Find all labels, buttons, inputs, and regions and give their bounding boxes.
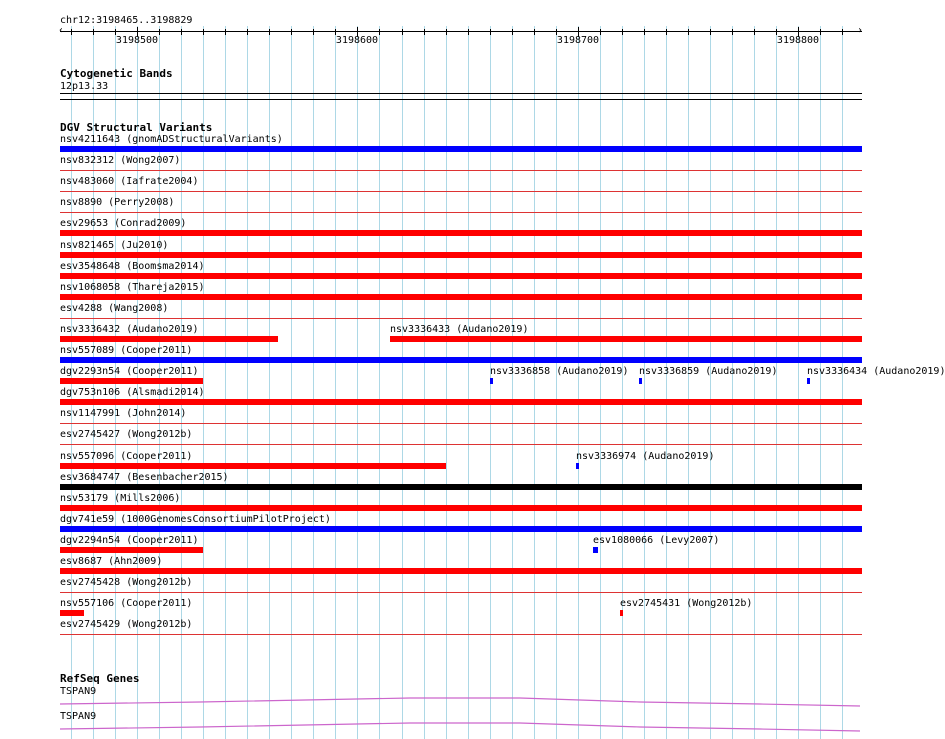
variant-bar[interactable] <box>639 378 642 384</box>
gene-label[interactable]: TSPAN9 <box>60 686 97 697</box>
ruler-minor-tick <box>468 29 469 35</box>
variant-label[interactable]: nsv1068058 (Thareja2015) <box>60 282 205 293</box>
ruler-minor-tick <box>842 29 843 35</box>
variant-label[interactable]: nsv557089 (Cooper2011) <box>60 345 193 356</box>
ruler-minor-tick <box>159 29 160 35</box>
ruler-minor-tick <box>820 29 821 35</box>
variant-bar[interactable] <box>593 547 598 553</box>
variant-label[interactable]: dgv741e59 (1000GenomesConsortiumPilotProject) <box>60 514 331 525</box>
ruler-tick-label: 3198600 <box>335 35 379 46</box>
variant-bar[interactable] <box>490 378 493 384</box>
variant-label[interactable]: esv2745431 (Wong2012b) <box>620 598 753 609</box>
ruler-minor-tick <box>622 29 623 35</box>
ruler-minor-tick <box>225 29 226 35</box>
variant-label[interactable]: esv3684747 (Besenbacher2015) <box>60 472 229 483</box>
gene-label[interactable]: TSPAN9 <box>60 711 97 722</box>
ruler-minor-tick <box>688 29 689 35</box>
variant-label[interactable]: nsv3336974 (Audano2019) <box>576 451 715 462</box>
variant-label[interactable]: nsv53179 (Mills2006) <box>60 493 181 504</box>
cytoband-band-top[interactable] <box>60 93 862 94</box>
cytoband-band-bottom <box>60 99 862 100</box>
variant-bar[interactable] <box>60 547 203 553</box>
ruler-tick-label: 3198800 <box>776 35 820 46</box>
ruler-minor-tick <box>181 29 182 35</box>
variant-bar[interactable] <box>60 610 84 616</box>
ruler-minor-tick <box>71 29 72 35</box>
variant-bar[interactable] <box>60 273 862 279</box>
variant-row-line <box>60 170 862 171</box>
ruler-minor-tick <box>379 29 380 35</box>
variant-bar[interactable] <box>60 505 862 511</box>
ruler-right-arrow-icon: › <box>857 25 864 36</box>
ruler-minor-tick <box>534 29 535 35</box>
variant-label[interactable]: esv1080066 (Levy2007) <box>593 535 720 546</box>
refseq-track-title: RefSeq Genes <box>60 672 140 685</box>
ruler-minor-tick <box>600 29 601 35</box>
ruler-minor-tick <box>269 29 270 35</box>
ruler-minor-tick <box>424 29 425 35</box>
ruler-minor-tick <box>754 29 755 35</box>
cytoband-label: 12p13.33 <box>60 81 109 92</box>
variant-row-line <box>60 592 862 593</box>
variant-label[interactable]: nsv1147991 (John2014) <box>60 408 187 419</box>
variant-row-line <box>60 212 862 213</box>
variant-label[interactable]: esv4288 (Wang2008) <box>60 303 169 314</box>
variant-row-line <box>60 191 862 192</box>
variant-bar[interactable] <box>60 463 446 469</box>
variant-label[interactable]: esv2745427 (Wong2012b) <box>60 429 193 440</box>
variant-bar[interactable] <box>60 336 278 342</box>
variant-label[interactable]: esv8687 (Ahn2009) <box>60 556 163 567</box>
variant-label[interactable]: dgv753n106 (Alsmadi2014) <box>60 387 205 398</box>
ruler-minor-tick <box>732 29 733 35</box>
variant-label[interactable]: nsv4211643 (gnomADStructuralVariants) <box>60 134 283 145</box>
ruler-minor-tick <box>402 29 403 35</box>
variant-row-line <box>60 423 862 424</box>
variant-label[interactable]: nsv557106 (Cooper2011) <box>60 598 193 609</box>
variant-label[interactable]: nsv557096 (Cooper2011) <box>60 451 193 462</box>
ruler-minor-tick <box>446 29 447 35</box>
locus-label: chr12:3198465..3198829 <box>60 15 193 26</box>
variant-label[interactable]: nsv483060 (Iafrate2004) <box>60 176 199 187</box>
variant-row-line <box>60 318 862 319</box>
ruler-minor-tick <box>710 29 711 35</box>
ruler-minor-tick <box>247 29 248 35</box>
ruler-minor-tick <box>93 29 94 35</box>
ruler-minor-tick <box>666 29 667 35</box>
variant-bar[interactable] <box>60 568 862 574</box>
ruler-minor-tick <box>512 29 513 35</box>
ruler-minor-tick <box>291 29 292 35</box>
variant-row-line <box>60 444 862 445</box>
ruler-tick-label: 3198700 <box>556 35 600 46</box>
variant-label[interactable]: esv3548648 (Boomsma2014) <box>60 261 205 272</box>
variant-label[interactable]: nsv832312 (Wong2007) <box>60 155 181 166</box>
variant-bar[interactable] <box>576 463 579 469</box>
ruler-minor-tick <box>203 29 204 35</box>
variant-bar[interactable] <box>390 336 862 342</box>
variant-bar[interactable] <box>60 230 862 236</box>
variant-label[interactable]: nsv3336432 (Audano2019) <box>60 324 199 335</box>
variant-bar[interactable] <box>60 484 862 490</box>
variant-label[interactable]: nsv3336859 (Audano2019) <box>639 366 778 377</box>
variant-bar[interactable] <box>60 378 203 384</box>
ruler-left-arrow-icon: ‹ <box>58 25 65 36</box>
variant-bar[interactable] <box>60 252 862 258</box>
ruler-minor-tick <box>644 29 645 35</box>
variant-bar[interactable] <box>807 378 810 384</box>
variant-bar[interactable] <box>620 610 623 616</box>
variant-label[interactable]: nsv3336858 (Audano2019) <box>490 366 629 377</box>
variant-label[interactable]: esv29653 (Conrad2009) <box>60 218 187 229</box>
variant-label[interactable]: esv2745429 (Wong2012b) <box>60 619 193 630</box>
variant-label[interactable]: nsv8890 (Perry2008) <box>60 197 175 208</box>
dgv-track-title: DGV Structural Variants <box>60 121 213 134</box>
variant-row-line <box>60 634 862 635</box>
variant-bar[interactable] <box>60 399 862 405</box>
cytoband-track-title: Cytogenetic Bands <box>60 67 173 80</box>
variant-label[interactable]: nsv3336434 (Audano2019) <box>807 366 945 377</box>
variant-label[interactable]: nsv821465 (Ju2010) <box>60 240 169 251</box>
ruler-tick-label: 3198500 <box>115 35 159 46</box>
ruler-minor-tick <box>313 29 314 35</box>
ruler-minor-tick <box>490 29 491 35</box>
variant-label[interactable]: dgv2294n54 (Cooper2011) <box>60 535 199 546</box>
variant-label[interactable]: esv2745428 (Wong2012b) <box>60 577 193 588</box>
variant-label[interactable]: nsv3336433 (Audano2019) <box>390 324 529 335</box>
variant-bar[interactable] <box>60 294 862 300</box>
variant-bar[interactable] <box>60 357 862 363</box>
variant-bar[interactable] <box>60 146 862 152</box>
variant-label[interactable]: dgv2293n54 (Cooper2011) <box>60 366 199 377</box>
variant-bar[interactable] <box>60 526 862 532</box>
